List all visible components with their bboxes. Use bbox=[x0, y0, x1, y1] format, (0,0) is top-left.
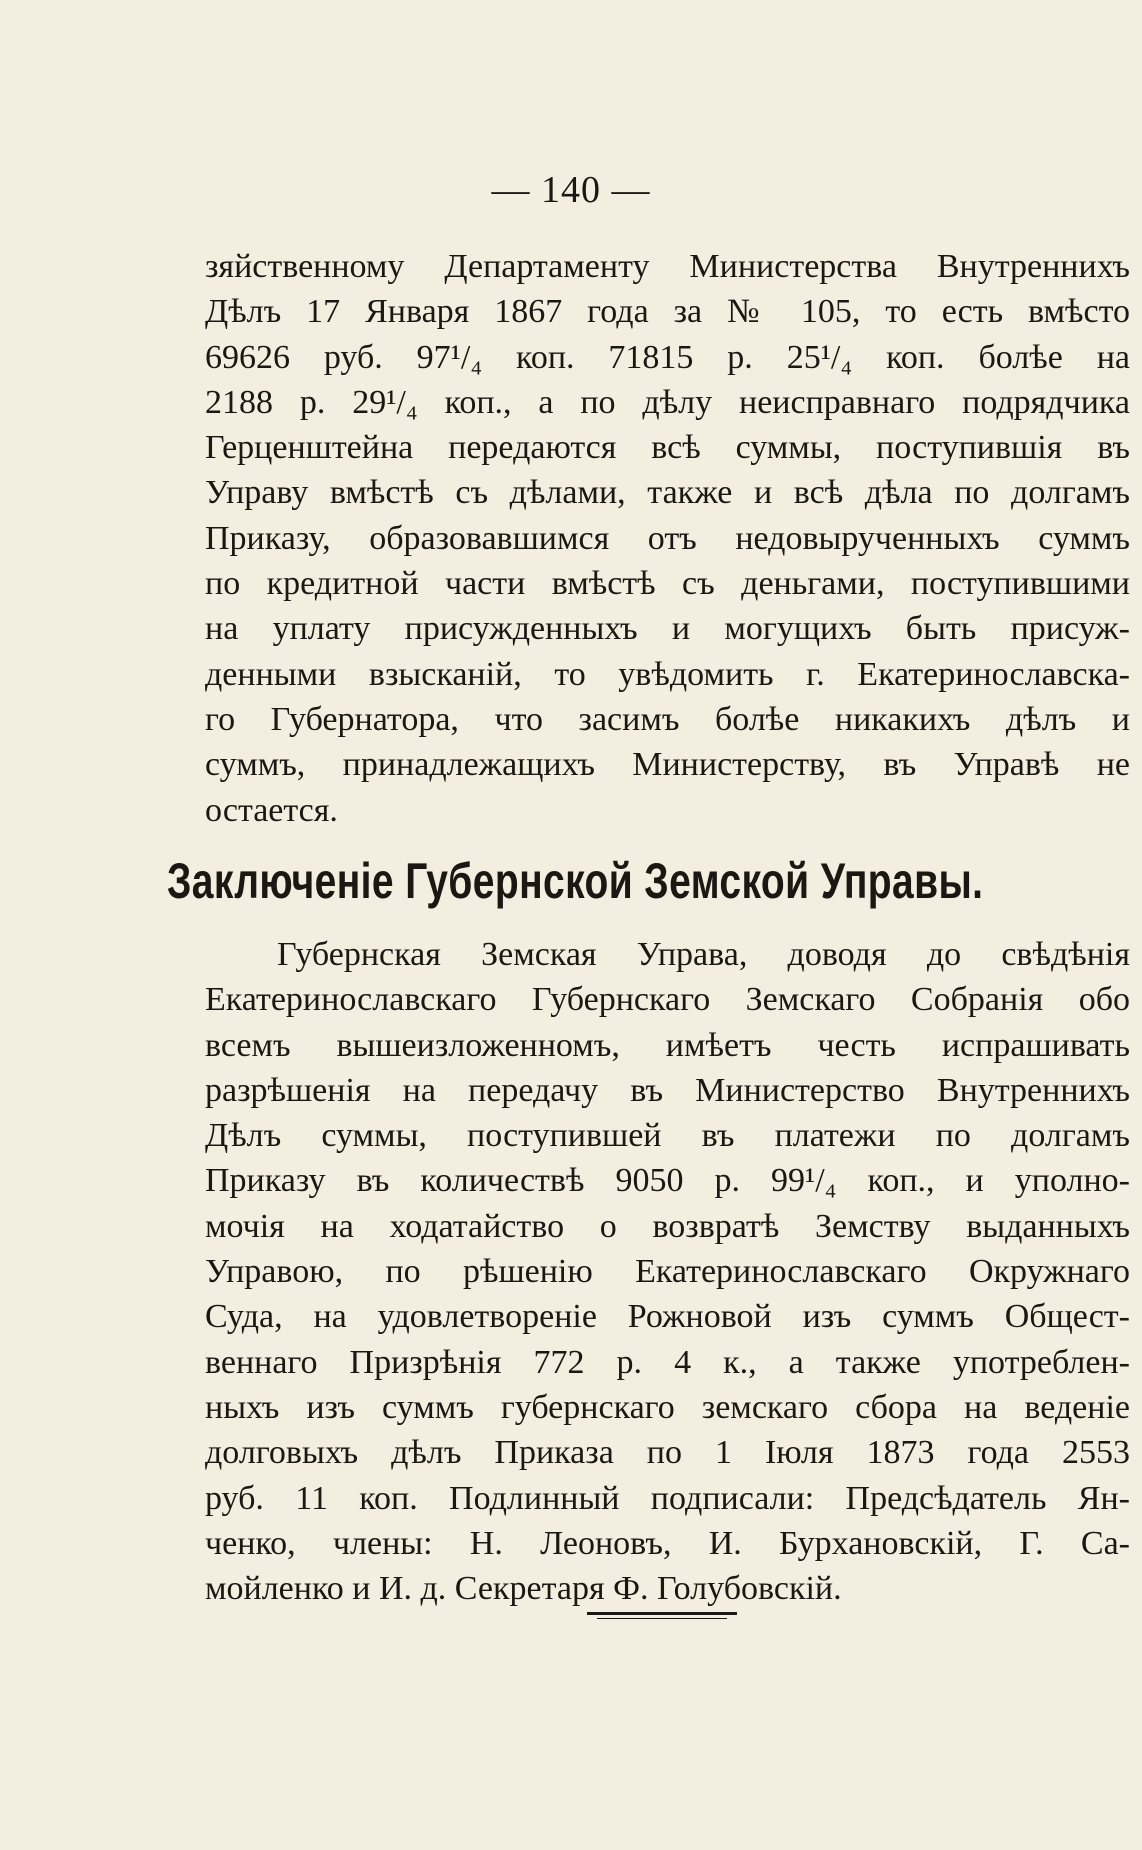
paragraph-1 bbox=[205, 244, 1130, 833]
text-line: 69626 руб. 97¹/₄ коп. 71815 р. 25¹/₄ коп. болѣе на bbox=[205, 338, 1130, 376]
text-line: Суда, на удовлетвореніе Рожновой изъ суммъ Общест- bbox=[205, 1298, 1130, 1336]
text-line: Дѣлъ суммы, поступившей въ платежи по долгамъ bbox=[205, 1117, 1130, 1155]
text-line: ныхъ изъ суммъ губернскаго земскаго сбора на веденіе bbox=[205, 1388, 1130, 1426]
text-line: руб. 11 коп. Подлинный подписали: Предсѣдатель Ян- bbox=[205, 1479, 1130, 1517]
paragraph-2 bbox=[205, 932, 1130, 1611]
text-line: Екатеринославскаго Губернскаго Земскаго Собранія обо bbox=[205, 981, 1130, 1019]
text-line: Управу вмѣстѣ съ дѣлами, также и всѣ дѣла по долгамъ bbox=[205, 474, 1130, 512]
text-line: суммъ, принадлежащихъ Министерству, въ Управѣ не bbox=[205, 746, 1130, 784]
text-line: на уплату присужденныхъ и могущихъ быть присуж- bbox=[205, 610, 1130, 648]
text-line: веннаго Призрѣнія 772 р. 4 к., а также употреблен- bbox=[205, 1343, 1130, 1381]
text-line: ченко, члены: Н. Леоновъ, И. Бурхановскій, Г. Са- bbox=[205, 1524, 1130, 1562]
text-line: по кредитной части вмѣстѣ съ деньгами, поступившими bbox=[205, 565, 1130, 603]
text-line: Губернская Земская Управа, доводя до свѣдѣнія bbox=[277, 936, 1130, 973]
text-line: го Губернатора, что засимъ болѣе никакихъ дѣлъ и bbox=[205, 700, 1130, 738]
text-line: Дѣлъ 17 Января 1867 года за № 105, то есть вмѣсто bbox=[205, 293, 1130, 331]
section-heading: Заключеніе Губернской Земской Управы. bbox=[166, 853, 984, 909]
text-line: Приказу въ количествѣ 9050 р. 99¹/₄ коп., и уполно- bbox=[205, 1162, 1130, 1200]
text-line: Управою, по рѣшенію Екатеринославскаго Окружнаго bbox=[205, 1253, 1130, 1291]
text-line: 2188 р. 29¹/₄ коп., а по дѣлу неисправнаго подрядчика bbox=[205, 383, 1130, 421]
text-line: мойленко и И. д. Секретаря Ф. Голубовскій. bbox=[205, 1570, 842, 1608]
text-line: денными взысканій, то увѣдомить г. Екатеринославска- bbox=[205, 655, 1130, 693]
text-line: Приказу, образовавшимся отъ недовырученныхъ суммъ bbox=[205, 519, 1130, 557]
text-line: разрѣшенія на передачу въ Министерство Внутреннихъ bbox=[205, 1071, 1130, 1109]
end-rule-divider bbox=[587, 1612, 737, 1615]
text-line: Герценштейна передаются всѣ суммы, поступившія въ bbox=[205, 429, 1130, 467]
text-line: мочія на ходатайство о возвратѣ Земству выданныхъ bbox=[205, 1207, 1130, 1245]
text-line: всемъ вышеизложенномъ, имѣетъ честь испрашивать bbox=[205, 1026, 1130, 1064]
page-number: — 140 — bbox=[491, 169, 651, 211]
text-line: зяйственному Департаменту Министерства Внутреннихъ bbox=[205, 248, 1130, 285]
text-line: остается. bbox=[205, 791, 338, 829]
text-line: долговыхъ дѣлъ Приказа по 1 Іюля 1873 года 2553 bbox=[205, 1434, 1130, 1472]
